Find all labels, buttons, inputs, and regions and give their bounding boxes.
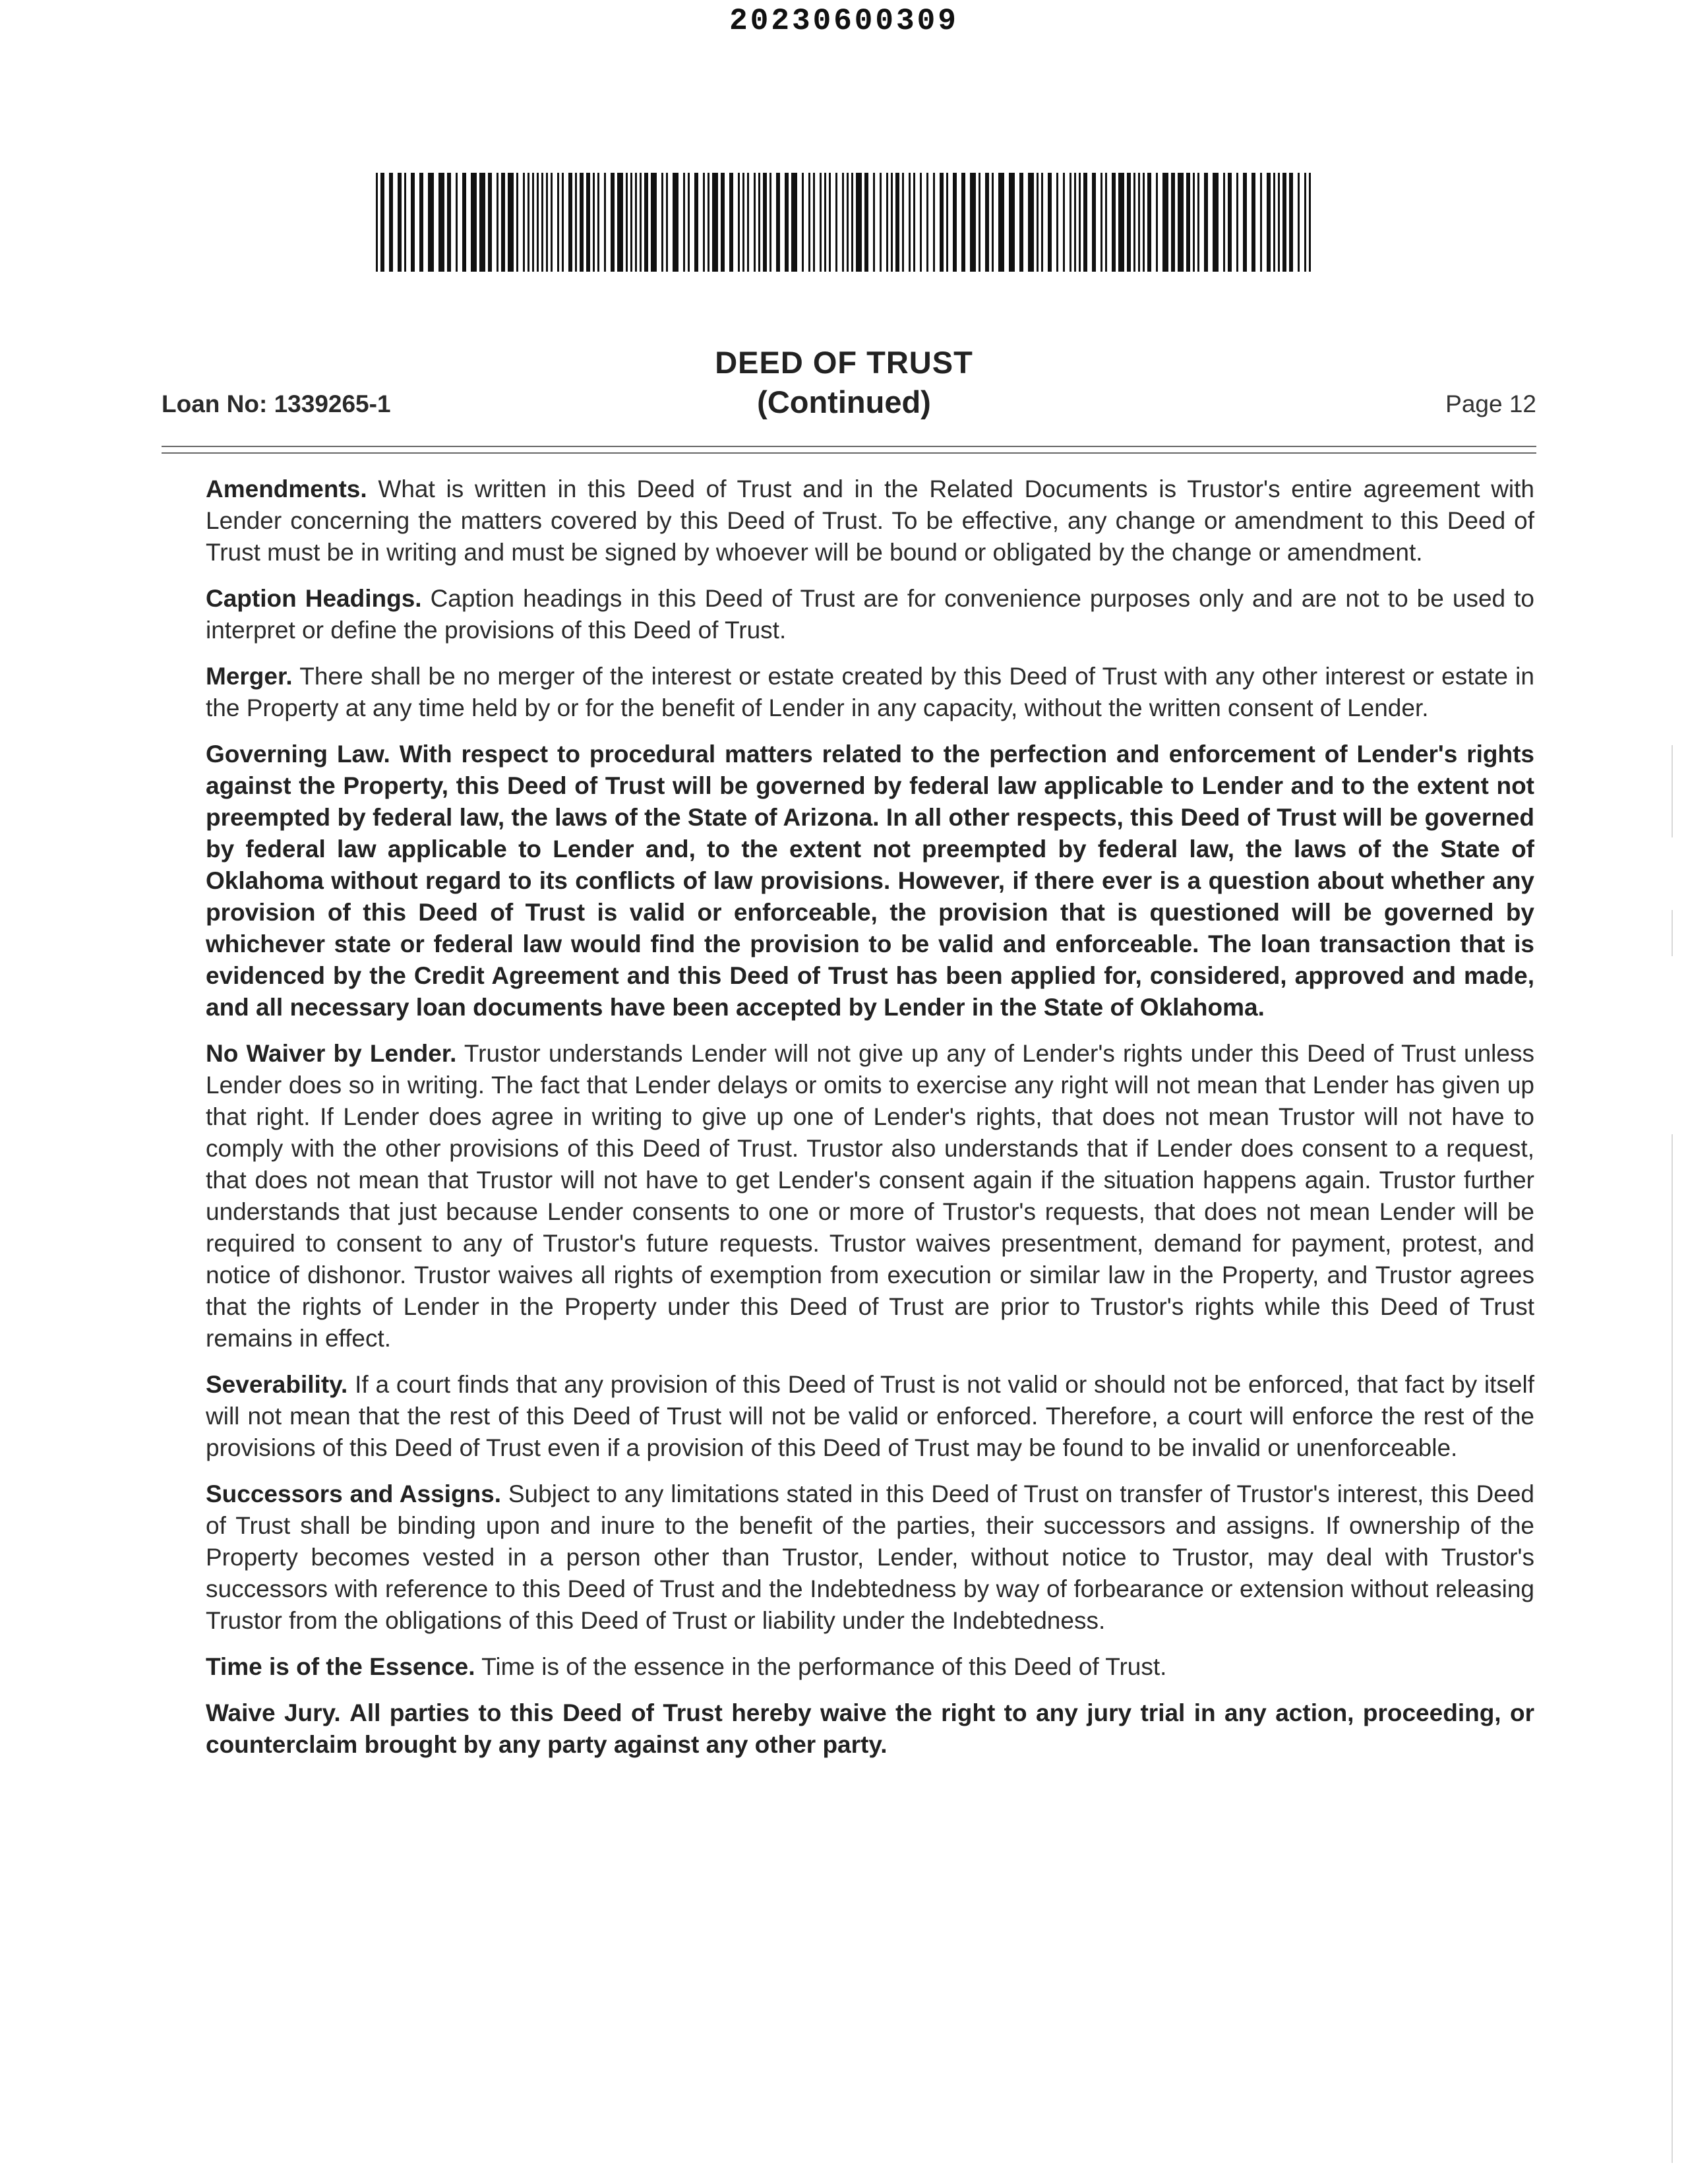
- barcode-bar: [471, 173, 477, 272]
- barcode-gap: [948, 173, 953, 272]
- barcode-bar: [651, 173, 657, 272]
- barcode-gap: [875, 173, 880, 272]
- barcode-gap: [935, 173, 940, 272]
- barcode-gap: [518, 173, 523, 272]
- barcode-gap: [1058, 173, 1063, 272]
- section-body: All parties to this Deed of Trust hereby waive the right to any jury trial in any action, proceeding, or counterclaim brought by any party against any other party.: [206, 1699, 1534, 1758]
- barcode-gap: [1004, 173, 1009, 272]
- barcode-bar: [438, 173, 444, 272]
- barcode-gap: [1293, 173, 1298, 272]
- section-heading: Caption Headings.: [206, 585, 422, 612]
- barcode-gap: [1107, 173, 1112, 272]
- barcode-bar: [791, 173, 797, 272]
- barcode-gap: [804, 173, 808, 272]
- section-heading: Merger.: [206, 663, 293, 690]
- barcode-gap: [690, 173, 694, 272]
- barcode-gap: [904, 173, 909, 272]
- page-header: [0, 343, 1688, 429]
- section-heading: Amendments.: [206, 475, 367, 502]
- document-subtitle: (Continued): [757, 384, 931, 419]
- section-caption-headings: [206, 583, 1534, 646]
- barcode-gap: [725, 173, 729, 272]
- barcode-gap: [1065, 173, 1070, 272]
- section-body: Time is of the essence in the performance of this Deed of Trust.: [481, 1653, 1167, 1680]
- barcode-gap: [1255, 173, 1260, 272]
- barcode-gap: [815, 173, 820, 272]
- barcode-gap: [922, 173, 926, 272]
- barcode-gap: [492, 173, 497, 272]
- barcode-gap: [915, 173, 920, 272]
- section-body: If a court finds that any provision of this Deed of Trust is not valid or should not be enforced, that fact by itself will not mean that the rest of this Deed of Trust will not be valid or enforced. Therefore, a court will enforce the rest of the provisions of this Deed of Trust even if a provision of this Deed of Trust may be found to be invalid or unenforceable.: [206, 1371, 1534, 1461]
- barcode-gap: [564, 173, 568, 272]
- loan-number: Loan No: 1339265-1: [162, 390, 391, 417]
- barcode-bar: [1162, 173, 1168, 272]
- scan-edge-mark: [1672, 910, 1673, 956]
- barcode-gap: [1052, 173, 1056, 272]
- barcode-gap: [678, 173, 683, 272]
- barcode-bar: [428, 173, 434, 272]
- section-body: There shall be no merger of the interest or estate created by this Deed of Trust with any other interest or estate in the Property at any time held by or for the benefit of Lender in any capacity, without the written consent of Lender.: [206, 663, 1534, 721]
- barcode-bar: [998, 173, 1004, 272]
- barcode-gap: [423, 173, 428, 272]
- barcode-gap: [957, 173, 961, 272]
- barcode-gap: [831, 173, 835, 272]
- document-body: [206, 473, 1534, 1775]
- barcode-gap: [698, 173, 703, 272]
- barcode-gap: [868, 173, 873, 272]
- barcode-gap: [965, 173, 970, 272]
- barcode-gap: [749, 173, 754, 272]
- section-body: Subject to any limitations stated in this Deed of Trust on transfer of Trustor's interest, this Deed of Trust shall be binding upon and inure to the benefit of the parties, their successors and assigns. If ownership of the Property becomes vested in a person other than Trustor, Lender, without notice to Trustor, may deal with Trustor's successors with reference to this Deed of Trust and the Indebtedness by way of forbearance or extension without releasing Trustor from the obligations of this Deed of Trust or liability under the Indebtedness.: [206, 1480, 1535, 1634]
- barcode-bar: [712, 173, 718, 272]
- barcode-gap: [837, 173, 842, 272]
- barcode-gap: [1262, 173, 1267, 272]
- section-heading: Severability.: [206, 1371, 348, 1398]
- section-waive-jury: [206, 1697, 1534, 1761]
- barcode-gap: [384, 173, 389, 272]
- section-merger: [206, 661, 1534, 724]
- barcode: [376, 173, 1316, 272]
- barcode-gap: [466, 173, 471, 272]
- section-successors: [206, 1478, 1534, 1637]
- barcode-bar: [479, 173, 485, 272]
- barcode-bar: [673, 173, 678, 272]
- barcode-bar: [508, 173, 514, 272]
- section-governing-law: [206, 739, 1534, 1023]
- scan-edge-mark: [1672, 1134, 1673, 2163]
- barcode-gap: [1043, 173, 1048, 272]
- barcode-gap: [451, 173, 456, 272]
- document-number: 20230600309: [729, 4, 959, 38]
- section-no-waiver: [206, 1038, 1534, 1354]
- barcode-gap: [1158, 173, 1162, 272]
- barcode-gap: [1087, 173, 1092, 272]
- barcode-gap: [599, 173, 604, 272]
- section-severability: [206, 1369, 1534, 1464]
- barcode-gap: [606, 173, 611, 272]
- barcode-gap: [1023, 173, 1028, 272]
- barcode-bar: [1118, 173, 1124, 272]
- barcode-gap: [553, 173, 557, 272]
- barcode-gap: [980, 173, 985, 272]
- section-body: What is written in this Deed of Trust and in the Related Documents is Trustor's entire agreement with Lender concerning the matters covered by this Deed of Trust. To be effective, any change or amendment to this Deed of Trust must be in writing and must be signed by whoever will be bound or obligated by the change or amendment.: [206, 475, 1535, 566]
- barcode-bar: [970, 173, 976, 272]
- barcode-gap: [994, 173, 998, 272]
- barcode-gap: [1247, 173, 1251, 272]
- barcode-gap: [1311, 173, 1313, 272]
- barcode-bar: [1178, 173, 1184, 272]
- section-heading: No Waiver by Lender.: [206, 1040, 457, 1067]
- barcode-gap: [657, 173, 661, 272]
- barcode-gap: [1232, 173, 1236, 272]
- barcode-gap: [1238, 173, 1243, 272]
- header-divider: [162, 452, 1536, 454]
- page-number: Page 12: [1445, 390, 1536, 417]
- barcode-gap: [882, 173, 886, 272]
- section-heading: Waive Jury.: [206, 1699, 341, 1726]
- section-body: Caption headings in this Deed of Trust are for convenience purposes only and are not to be used to interpret or define the provisions of this Deed of Trust.: [206, 585, 1534, 644]
- barcode-bar: [856, 173, 862, 272]
- barcode-gap: [1208, 173, 1213, 272]
- barcode-gap: [733, 173, 738, 272]
- section-body: With respect to procedural matters related to the perfection and enforcement of Lender's rights against the Property, this Deed of Trust will be governed by federal law applicable to Lender and to the extent not preempted by federal law, the laws of the State of Arizona. In all other respects, this Deed of Trust will be governed by federal law applicable to Lender and, to the extent not preempted by federal law, the laws of the State of Oklahoma without regard to its conflicts of law provisions. However, if there ever is a question about whether any provision of this Deed of Trust is valid or enforceable, the provision that is questioned will be governed by whichever state or federal law would find the provision to be valid and enforceable. The loan transaction that is evidenced by the Credit Agreement and this Deed of Trust has been applied for, considered, approved and made, and all necessary loan documents have been accepted by Lender in the State of Oklahoma.: [206, 741, 1535, 1021]
- barcode-bar: [617, 173, 623, 272]
- section-heading: Time is of the Essence.: [206, 1653, 475, 1680]
- document-title: DEED OF TRUST: [715, 345, 973, 380]
- barcode-gap: [1151, 173, 1156, 272]
- barcode-gap: [458, 173, 462, 272]
- barcode-gap: [1219, 173, 1223, 272]
- barcode-gap: [393, 173, 398, 272]
- barcode-gap: [1096, 173, 1100, 272]
- barcode-bar: [1213, 173, 1219, 272]
- barcode-gap: [434, 173, 438, 272]
- barcode-bar: [1028, 173, 1034, 272]
- barcode-bar: [1009, 173, 1015, 272]
- section-heading: Successors and Assigns.: [206, 1480, 502, 1507]
- section-time-essence: [206, 1651, 1534, 1683]
- section-heading: Governing Law.: [206, 741, 390, 768]
- scan-edge-mark: [1672, 745, 1673, 837]
- header-divider: [162, 446, 1536, 447]
- barcode-gap: [1015, 173, 1019, 272]
- barcode-gap: [928, 173, 933, 272]
- barcode-gap: [668, 173, 673, 272]
- barcode-gap: [406, 173, 411, 272]
- barcode-gap: [1300, 173, 1304, 272]
- barcode-gap: [1199, 173, 1204, 272]
- barcode-gap: [780, 173, 785, 272]
- section-amendments: [206, 473, 1534, 568]
- section-body: Trustor understands Lender will not give up any of Lender's rights under this Deed of Trust unless Lender does so in writing. The fact that Lender delays or omits to exercise any right will not mean that Lender has given up that right. If Lender does agree in writing to give up one of Lender's rights, that does not mean Trustor will not have to comply with the other provisions of this Deed of Trust. Trustor also understands that if Lender does consent to a request, that does not mean that Trustor will not have to get Lender's consent again if the situation happens again. Trustor further understands that just because Lender consents to one or more of Trustor's requests, that does not mean Lender will be required to consent to any of Trustor's future requests. Trustor waives presentment, demand for payment, protest, and notice of dishonor. Trustor waives all rights of exemption from execution or similar law in the Property, and Trustor agrees that the rights of Lender in the Property under this Deed of Trust are prior to Trustor's rights while this Deed of Trust remains in effect.: [206, 1040, 1534, 1352]
- barcode-gap: [415, 173, 419, 272]
- barcode-gap: [797, 173, 802, 272]
- barcode-gap: [771, 173, 776, 272]
